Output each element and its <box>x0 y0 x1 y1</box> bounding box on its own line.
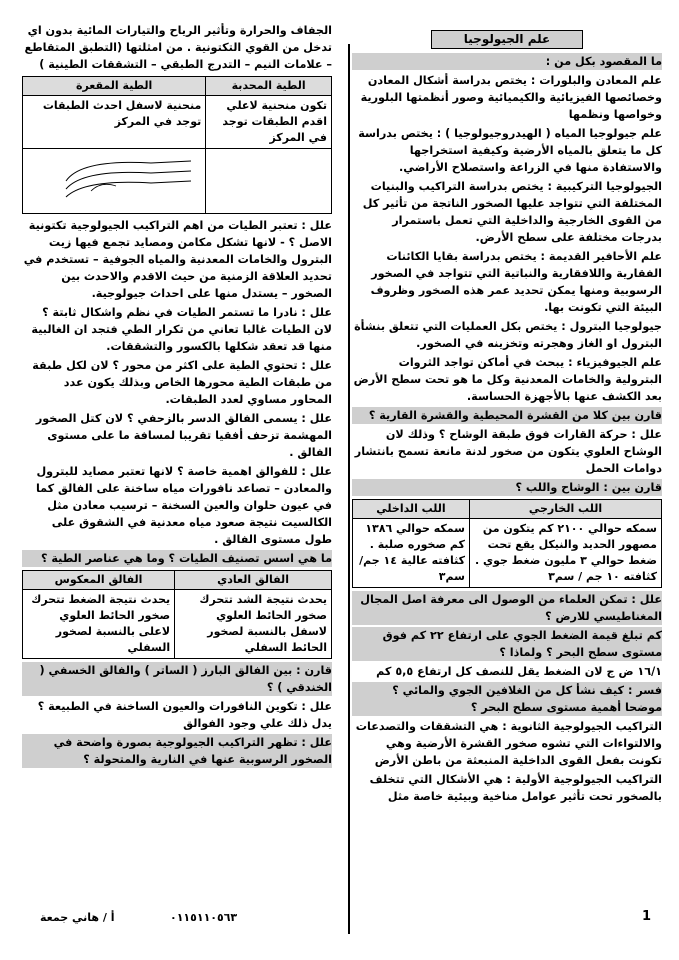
column-divider <box>348 44 350 934</box>
question: قارن بين كلا من القشرة المحيطية والقشرة القارية ؟ <box>352 407 662 424</box>
author-name: أ / هاني جمعة <box>40 911 115 924</box>
table-header: الفالق العادي <box>175 571 332 590</box>
paragraph: علل : يسمى الفالق الدسر بالزحفي ؟ لان كتل الصخور المهشمة تزحف أفقيا تقريبا لمسافة ما على مستوى الفالق . <box>35 412 332 459</box>
left-column <box>22 22 332 770</box>
question: كم تبلغ قيمة الضغط الجوي على ارتفاع ٢٢ كم فوق مستوى سطح البحر ؟ ولماذا ؟ <box>352 627 662 661</box>
paragraph: الجفاف والحرارة وتأثير الرياح والتيارات المائية بدون اي تدخل من القوي التكتونية . من امثلتها (التطبق المتقاطع – علامات النيم – التدرج الطبقي – التشققات الطينية ) <box>24 24 332 71</box>
question: قارن : بين الفالق البارز ( الساتر ) والفالق الخسفي ( الخندقي ) ؟ <box>22 662 332 696</box>
table-cell: يحدث نتيجة الشد تتحرك صخور الحائط العلوي لاسفل بالنسبة لصخور الحائط السفلي <box>175 590 332 659</box>
paragraph: علل : تحتوي الطية على اكثر من محور ؟ لان لكل طبقة من طبقات الطية محورها الخاص وبذلك يكون عدد المحاور مساوي لعدد الطبقات. <box>32 359 332 406</box>
paragraph: التراكيب الجيولوجية الثانوية : هي التشققات والتصدعات والالتواءات التي تشوه صخور القشرة الأرضية وهي تكونت بفعل القوى الداخلية المنبعثة من باطن الأرض <box>355 720 662 767</box>
question: فسر : كيف نشأ كل من الغلافين الجوي والمائي ؟ موضحا أهمية مستوى سطح البحر ؟ <box>352 682 662 716</box>
table-cell: سمكه حوالي ٢١٠٠ كم يتكون من مصهور الحديد والنيكل يقع تحت ضغط حوالي ٣ مليون ضغط جوي . كثافته ١٠ جم / سم٣ <box>469 519 661 588</box>
table-cell: منحنية لاسفل احدث الطبقات توجد في المركز <box>23 96 206 149</box>
paragraph: الجيولوجيا التركيبية : يختص بدراسة التراكيب والبنيات المختلفة التي تتواجد عليها الصخور الناتجة من تأثير كل من القوى الخارجية والداخلية التي تعمل باستمرار بدرجات مختلفة على سطح الأرض. <box>362 180 662 244</box>
paragraph: التراكيب الجيولوجية الأولية : هي الأشكال التي تتخلف بالصخور تحت تأثير عوامل مناخية وبيئية خاصة مثل <box>369 773 662 803</box>
question: قارن بين : الوشاح واللب ؟ <box>352 479 662 496</box>
right-column <box>352 22 662 807</box>
table-header: الطية المحدبة <box>206 77 332 96</box>
paragraph: علم الأحافير القديمة : يختص بدراسة بقايا الكائنات الفقارية واللافقارية والنباتية التي تتواجد في الصخور الرسوبية ومنها يمكن تحديد عمر هذه الصخور وظروف البيئة التي تكونت بها. <box>370 250 662 314</box>
table-header: الفالق المعكوس <box>23 571 175 590</box>
phone-number: ٠١١٥١١٠٥٦٣ <box>170 911 238 924</box>
table-cell: يحدث نتيجة الضغط تتحرك صخور الحائط العلوي لاعلى بالنسبة لصخور السفلي <box>23 590 175 659</box>
question: علل : تمكن العلماء من الوصول الى معرفة اصل المجال المغناطيسي للارض ؟ <box>352 591 662 625</box>
fold-diagram-icon <box>61 151 201 206</box>
paragraph: جيولوجيا البترول : يختص بكل العمليات التي تتعلق بنشأة البترول او الغاز وهجرته وتخزينه في الصخور. <box>354 320 662 350</box>
table-cell: سمكه حوالي ١٣٨٦ كم صخوره صلبة . كثافته عالية ١٤ جم/سم٣ <box>353 519 470 588</box>
paragraph: علل : للفوالق اهمية خاصة ؟ لانها تعتبر مصايد للبترول والمعادن – تصاعد نافورات مياه ساخنة على الفالق كما في عيون حلوان والعين السخنة – ترسيب معادن مثل الكالسيت نتيجة صعود مياه معدنية في الشقوق على طول مستوى الفالق . <box>35 465 332 546</box>
paragraph: علل : حركة القارات فوق طبقة الوشاح ؟ وذلك لان الوشاح العلوي يتكون من صخور لدنة مانعة تسمح بانتشار دوامات الحمل <box>354 428 662 475</box>
paragraph: علل : نادرا ما تستمر الطيات في نظم واشكال ثابتة ؟ لان الطيات غالبا تعاني من تكرار الطي فتجد ان الغالبية منها قد تعقد شكلها بالكسور والتشققات. <box>31 306 332 353</box>
fault-comparison-table <box>22 570 332 659</box>
table-header: الطية المقعرة <box>23 77 206 96</box>
core-comparison-table <box>352 499 662 588</box>
section-heading: ما المقصود بكل من : <box>352 53 662 70</box>
table-cell: تكون منحنية لاعلي اقدم الطبقات توجد في المركز <box>206 96 332 149</box>
question: علل : تظهر التراكيب الجيولوجية بصورة واضحة في الصخور الرسوبية عنها في النارية والمتحولة ؟ <box>22 734 332 768</box>
paragraph: علل : تكوين النافورات والعيون الساخنة في الطبيعة ؟ يدل ذلك علي وجود الفوالق <box>37 700 332 730</box>
paragraph: علم المعادن والبلورات : يختص بدراسة أشكال المعادن وخصائصها الفيزيائية والكيميائية وصور أنظمتها البلورية وخواصها ونظمها <box>360 74 662 121</box>
document-page <box>22 22 662 942</box>
paragraph: علل : تعتبر الطيات من اهم التراكيب الجيولوجية تكتونية الاصل ؟ - لانها تشكل مكامن ومصايد تجمع فيها زيت البترول والخامات المعدنية والمياه الجوفية – تستخدم في تحديد العلاقة الزمنية من حيث الاقدم والاحدث بين الصخور – يستدل منها على احداث جيولوجية. <box>23 219 332 300</box>
question: ما هي اسس تصنيف الطيات ؟ وما هي عناصر الطية ؟ <box>22 550 332 567</box>
paragraph: ١٦/١ ض ج لان الضغط يقل للنصف كل ارتفاع ٥,٥ كم <box>376 665 662 678</box>
paragraph: علم جيولوجيا المياه ( الهيدروجيولوجيا ) : يختص بدراسة كل ما يتعلق بالمياه الأرضية وكيفية استخراجها والاستفادة منها في الزراعة واستصلاح الأراضي. <box>358 127 662 174</box>
fold-sketch <box>23 149 206 214</box>
page-title: علم الجيولوجيا <box>431 30 583 49</box>
fold-comparison-table <box>22 76 332 214</box>
page-number: 1 <box>641 909 651 924</box>
paragraph: علم الجيوفيزياء : يبحث في أماكن تواجد الثروات البترولية والخامات المعدنية وكل ما هو تحت سطح الأرض بعد الكشف عنها بالأجهزة الحساسة. <box>353 356 662 403</box>
table-header: اللب الداخلي <box>353 500 470 519</box>
table-header: اللب الخارجي <box>469 500 661 519</box>
table-cell <box>206 149 332 214</box>
